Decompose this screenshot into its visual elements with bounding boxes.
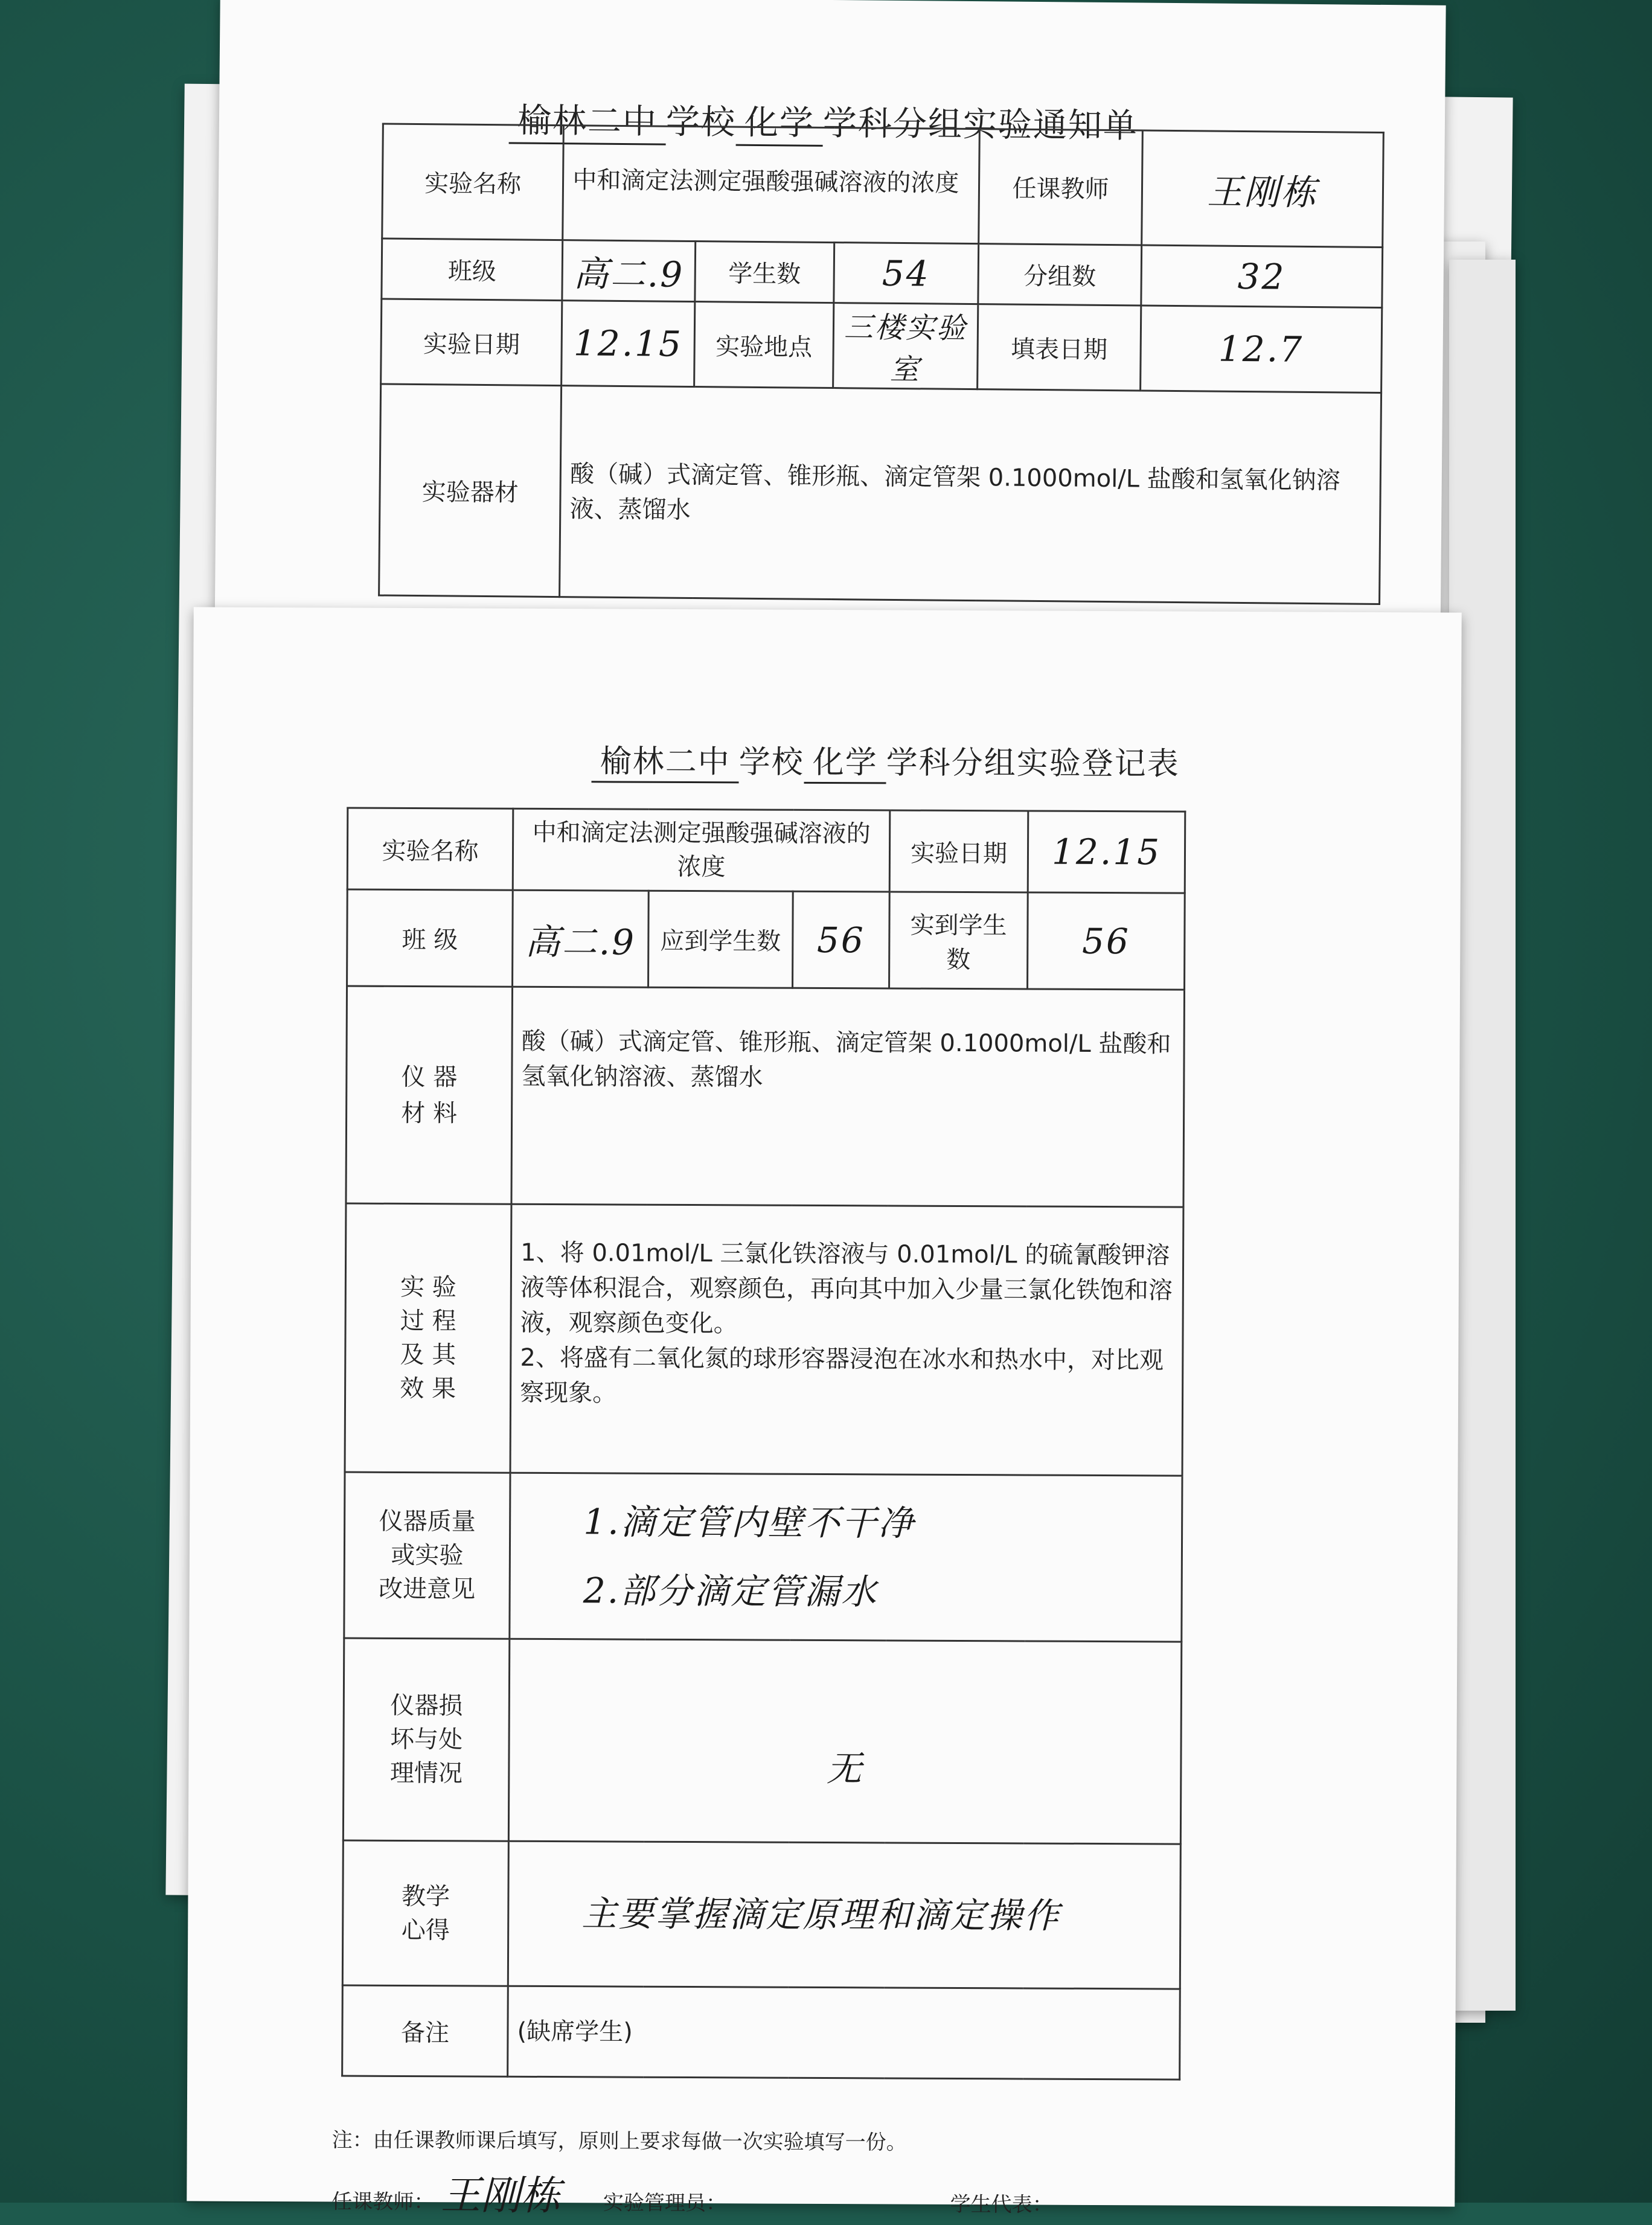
register-quality-label: 仪器质量 或实验 改进意见 — [344, 1472, 510, 1639]
register-equipment-label: 仪 器 材 料 — [346, 986, 513, 1204]
register-actual-label: 实到学生数 — [889, 892, 1028, 989]
register-reflection-handwriting: 主要掌握滴定原理和滴定操作 — [581, 1893, 1061, 1937]
notice-exp-name-value: 中和滴定法测定强酸强碱溶液的浓度 — [563, 126, 980, 244]
register-damage-value — [508, 1639, 1181, 1844]
register-equipment-value: 酸（碱）式滴定管、锥形瓶、滴定管架 0.1000mol/L 盐酸和氢氧化钠溶液、蒸馏水 — [511, 987, 1184, 1207]
register-process-label: 实 验 过 程 及 其 效 果 — [345, 1203, 511, 1473]
notice-class-value — [562, 240, 696, 302]
register-exp-date-value — [1028, 811, 1185, 893]
register-footer-teacher-label: 任课教师： — [331, 2189, 435, 2215]
notice-teacher-signature: 王刚栋 — [1206, 170, 1318, 213]
notice-location-label: 实验地点 — [694, 302, 834, 388]
notice-class-label: 班级 — [382, 239, 563, 301]
register-reflection-value — [508, 1841, 1180, 1989]
notice-sheet — [214, 0, 1446, 658]
register-title-school: 榆林二中 — [592, 735, 739, 783]
register-exp-date-label: 实验日期 — [889, 810, 1028, 892]
register-process-step-2: 2、将盛有二氧化氮的球形容器浸泡在冰水和热水中，对比观察现象。 — [520, 1343, 1164, 1407]
notice-teacher-value — [1141, 130, 1383, 247]
register-footer-note: 注：由任课教师课后填写，原则上要求每做一次实验填写一份。 — [331, 2128, 907, 2155]
notice-group-count-handwriting: 32 — [1237, 255, 1286, 298]
register-footer-signature-line — [331, 2162, 1053, 2223]
notice-fill-date-handwriting: 12.7 — [1218, 328, 1304, 370]
register-actual-handwriting: 56 — [1081, 920, 1131, 962]
register-reflection-label: 教学 心得 — [342, 1840, 508, 1986]
notice-title-rest: 学科分组实验通知单 — [822, 103, 1139, 146]
notice-exp-date-value — [562, 301, 695, 387]
notice-exp-name-label: 实验名称 — [382, 124, 564, 240]
register-class-value — [513, 890, 648, 987]
register-exp-date-handwriting: 12.15 — [1051, 831, 1162, 873]
register-process-step-1: 1、将 0.01mol/L 三氯化铁溶液与 0.01mol/L 的硫氰酸钾溶液等体积混合，观察颜色，再向其中加入少量三氯化铁饱和溶液，观察颜色变化。 — [520, 1238, 1173, 1338]
notice-exp-date-label: 实验日期 — [381, 299, 562, 386]
notice-location-value — [833, 303, 978, 389]
register-damage-handwriting: 无 — [826, 1748, 864, 1790]
notice-teacher-label: 任课教师 — [979, 129, 1142, 245]
notice-student-count-label: 学生数 — [695, 242, 834, 303]
notice-group-count-value — [1141, 245, 1382, 307]
register-quality-line-2: 2.部分滴定管漏水 — [583, 1570, 879, 1613]
register-remarks-label: 备注 — [342, 1985, 508, 2076]
notice-student-count-handwriting: 54 — [882, 252, 930, 294]
register-class-label: 班 级 — [347, 889, 513, 987]
register-footer-teacher-signature: 王刚栋 — [440, 2172, 561, 2220]
notice-fill-date-value — [1140, 306, 1382, 392]
notice-fill-date-label: 填表日期 — [978, 304, 1141, 391]
register-actual-value — [1028, 892, 1185, 990]
notice-location-handwriting: 三楼实验室 — [844, 310, 968, 387]
notice-title-subject: 化学 — [736, 96, 824, 147]
register-remarks-value: (缺席学生) — [508, 1986, 1180, 2079]
register-expected-value — [793, 891, 889, 988]
register-title-subject: 化学 — [804, 737, 886, 784]
notice-group-count-label: 分组数 — [978, 244, 1141, 306]
register-expected-label: 应到学生数 — [648, 891, 793, 988]
register-class-handwriting: 高二.9 — [525, 921, 636, 963]
notice-title-school: 榆林二中 — [509, 94, 667, 145]
notice-equipment-label: 实验器材 — [379, 384, 562, 597]
notice-student-count-value — [834, 243, 979, 304]
register-exp-name-label: 实验名称 — [347, 808, 513, 890]
register-damage-label: 仪器损 坏与处 理情况 — [343, 1638, 510, 1841]
register-process-value — [510, 1204, 1183, 1476]
notice-title-school-suffix: 学校 — [665, 102, 737, 142]
notice-table — [378, 123, 1385, 605]
notice-class-handwriting: 高二.9 — [573, 252, 685, 295]
register-title-rest: 学科分组实验登记表 — [886, 744, 1180, 783]
register-footer-student-rep-label: 学生代表： — [950, 2192, 1053, 2217]
register-expected-handwriting: 56 — [816, 919, 865, 961]
register-quality-value — [510, 1473, 1182, 1642]
notice-exp-date-handwriting: 12.15 — [573, 322, 684, 365]
register-table — [341, 807, 1186, 2081]
notice-equipment-value: 酸（碱）式滴定管、锥形瓶、滴定管架 0.1000mol/L 盐酸和氢氧化钠溶液、蒸馏水 — [560, 386, 1381, 604]
register-exp-name-value: 中和滴定法测定强酸强碱溶液的浓度 — [513, 808, 889, 892]
register-footer-manager-label: 实验管理员： — [603, 2191, 726, 2216]
register-title-school-suffix: 学校 — [738, 744, 804, 781]
register-quality-line-1: 1.滴定管内壁不干净 — [583, 1501, 915, 1544]
register-title — [592, 735, 1180, 785]
register-sheet — [187, 607, 1461, 2220]
